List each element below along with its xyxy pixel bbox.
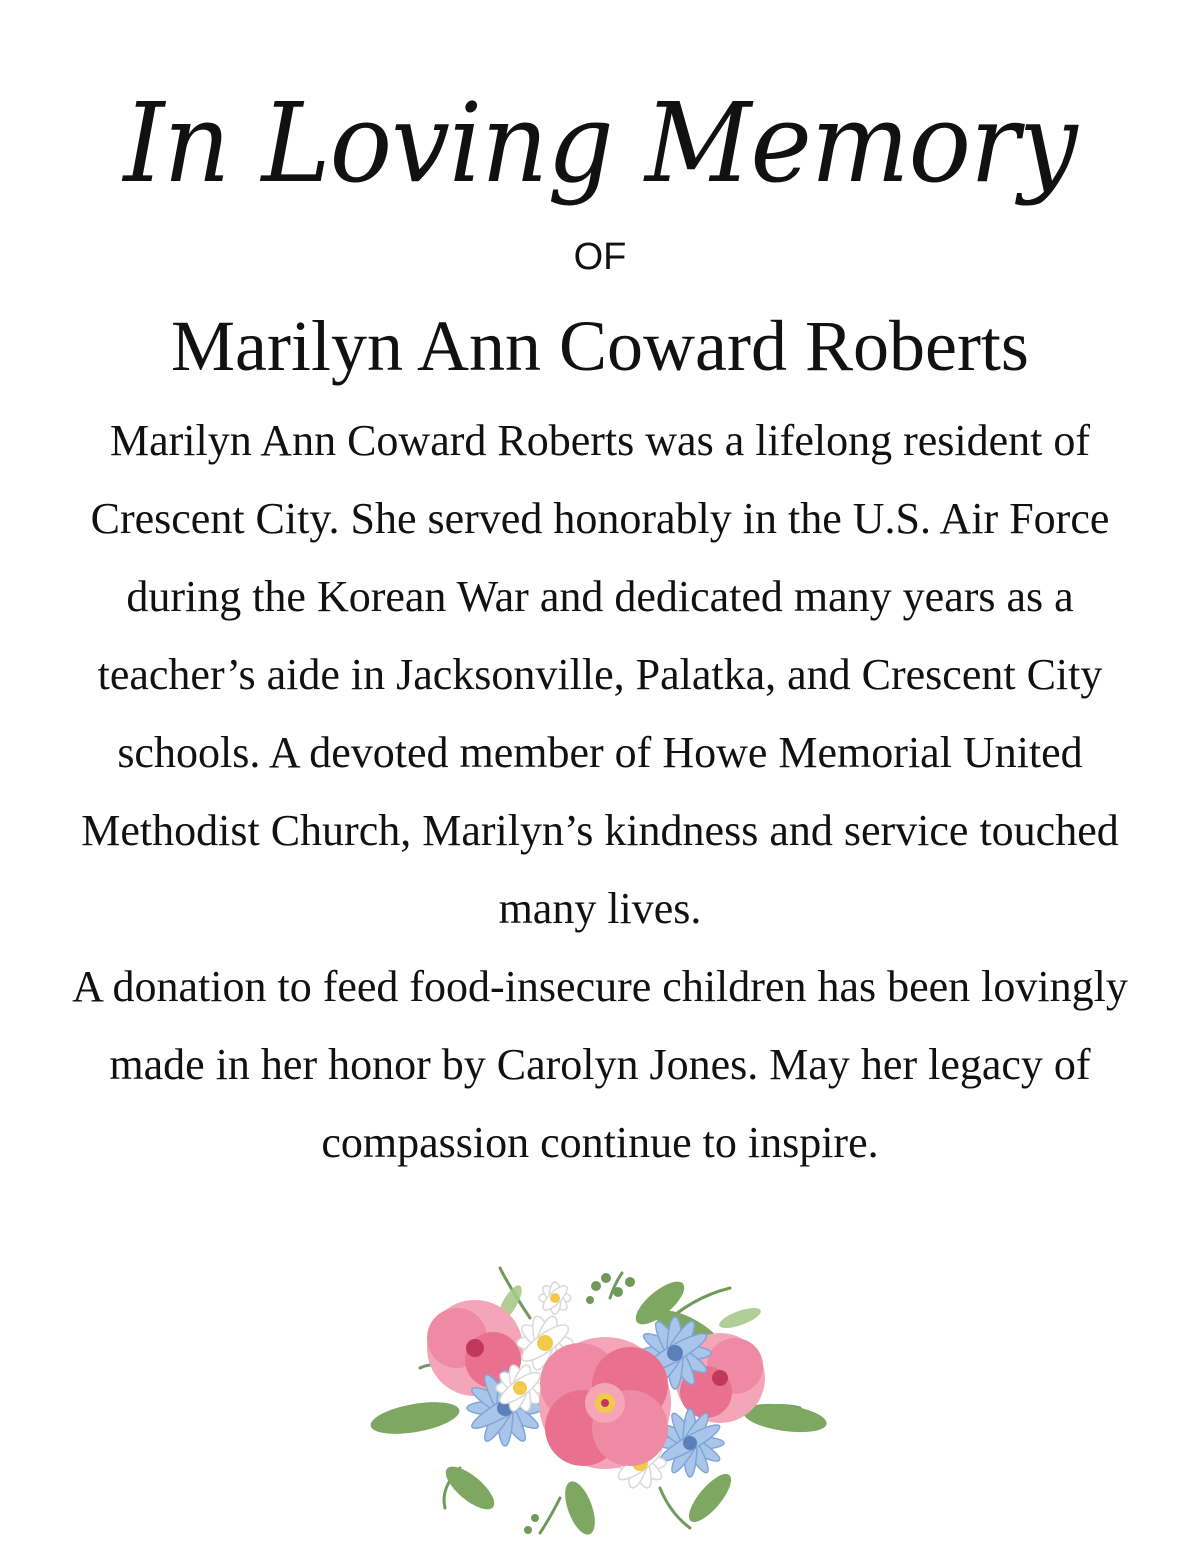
tribute-text <box>50 402 1150 1182</box>
honoree-name: Marilyn Ann Coward Roberts <box>171 306 1029 386</box>
tribute-paragraph-1: Marilyn Ann Coward Roberts was a lifelong resident of Crescent City. She served honorably in the U.S. Air Force during the Korean War and dedicated many years as a teacher’s aide in Jacksonville, Palatka, and Crescent City schools. A devoted member of Howe Memorial United Methodist Church, Marilyn’s kindness and service touched many lives. <box>81 416 1119 933</box>
in-loving-memory-title: In Loving Memory <box>123 78 1077 208</box>
of-label: OF <box>573 236 627 278</box>
tribute-paragraph-2: A donation to feed food-insecure children has been lovingly made in her honor by Carolyn Jones. May her legacy of compassion continue to inspire. <box>72 962 1128 1167</box>
floral-bouquet-icon <box>360 1258 840 1538</box>
